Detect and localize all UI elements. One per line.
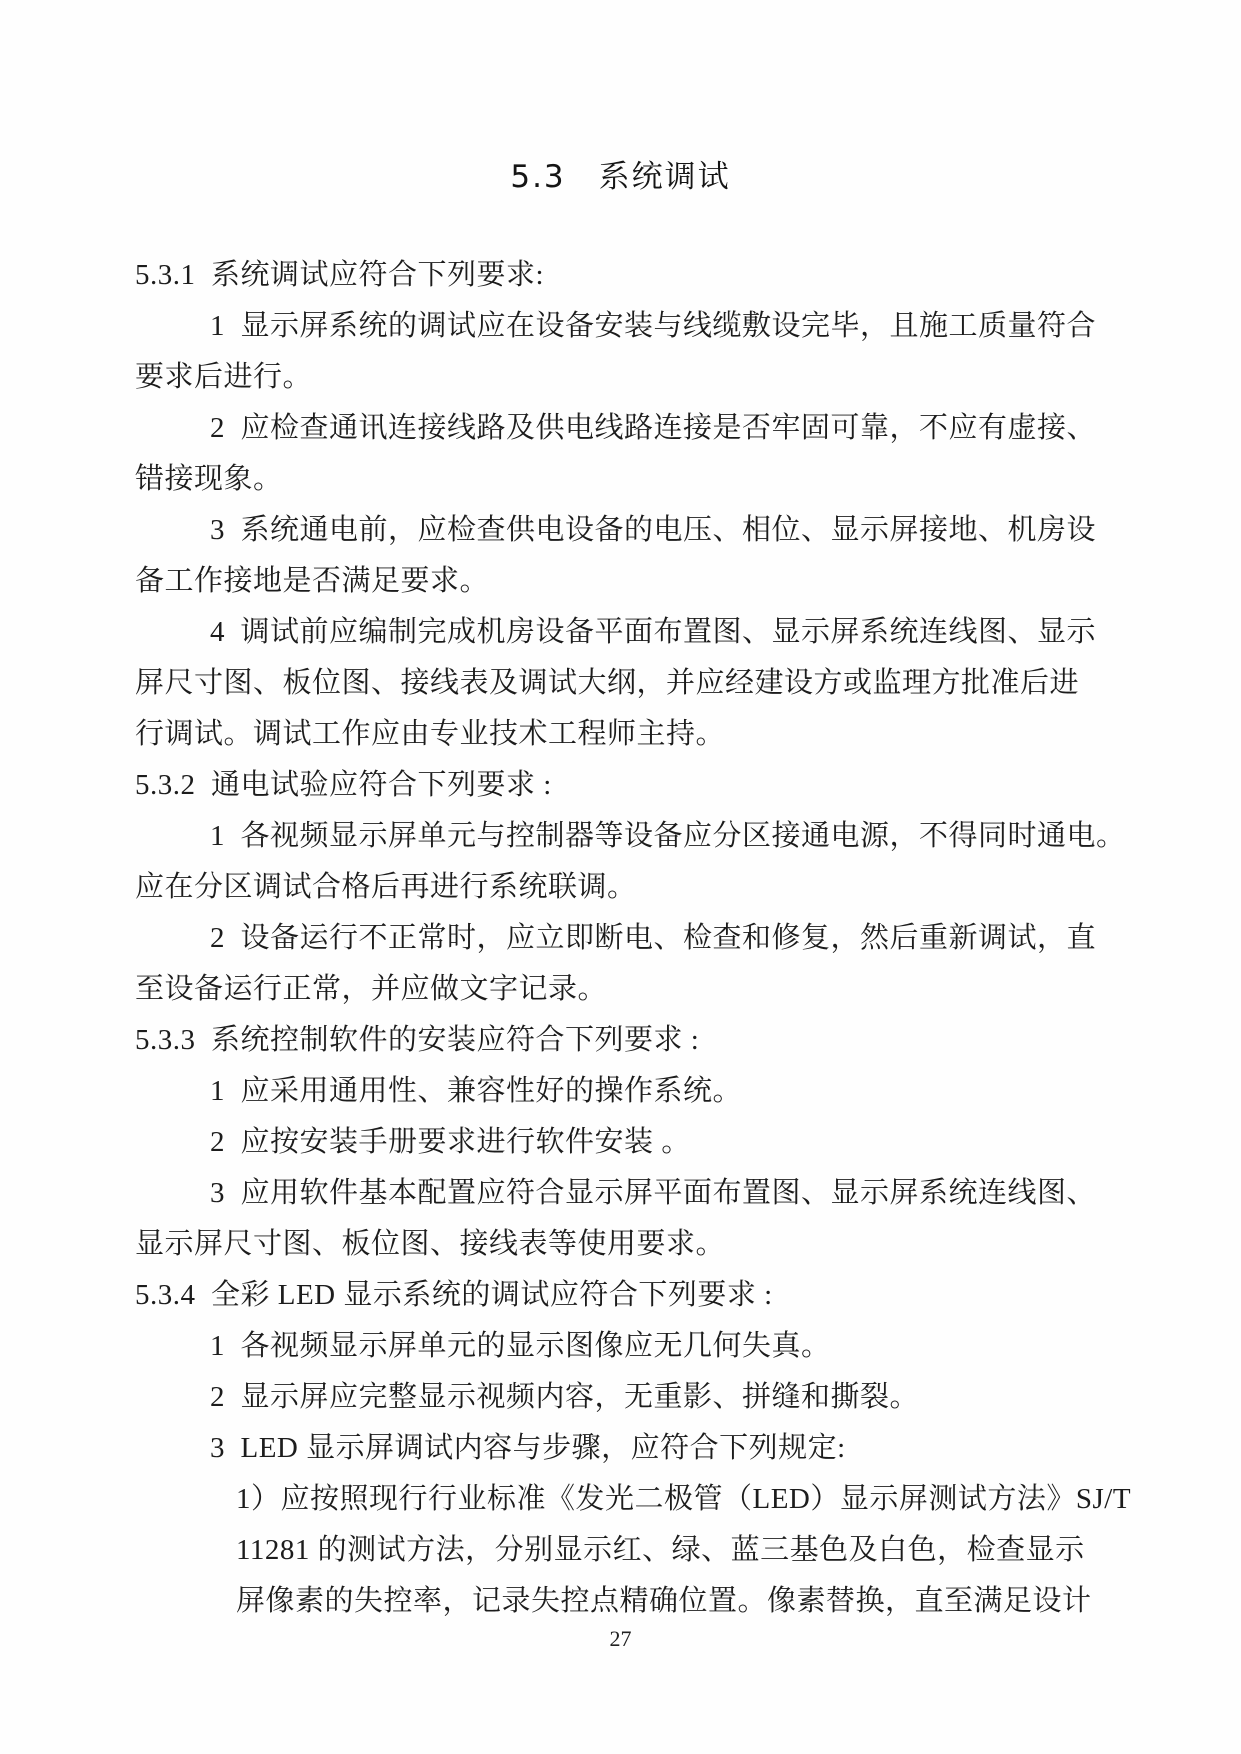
body-line: 要求后进行。 (135, 361, 313, 393)
body-line: 屏尺寸图、板位图、接线表及调试大纲，并应经建设方或监理方批准后进 (135, 667, 1080, 699)
body-line: 至设备运行正常，并应做文字记录。 (135, 973, 608, 1005)
body-line: 1 各视频显示屏单元与控制器等设备应分区接通电源，不得同时通电。 (210, 820, 1126, 852)
body-line: 11281 的测试方法，分别显示红、绿、蓝三基色及白色，检查显示 (236, 1534, 1085, 1566)
body-line: 备工作接地是否满足要求。 (135, 565, 490, 597)
body-line: 应在分区调试合格后再进行系统联调。 (135, 871, 637, 903)
body-line: 2 应按安装手册要求进行软件安装 。 (210, 1126, 691, 1158)
body-line: 1 显示屏系统的调试应在设备安装与线缆敷设完毕，且施工质量符合 (210, 310, 1097, 342)
body-line: 2 应检查通讯连接线路及供电线路连接是否牢固可靠，不应有虚接、 (210, 412, 1097, 444)
body-line: 5.3.3 系统控制软件的安装应符合下列要求 : (135, 1024, 700, 1056)
body-line: 屏像素的失控率，记录失控点精确位置。像素替换，直至满足设计 (236, 1585, 1092, 1617)
body-line: 显示屏尺寸图、板位图、接线表等使用要求。 (135, 1228, 726, 1260)
body-line: 错接现象。 (135, 463, 283, 495)
body-line: 行调试。调试工作应由专业技术工程师主持。 (135, 718, 726, 750)
body-line: 1 应采用通用性、兼容性好的操作系统。 (210, 1075, 743, 1107)
body-line: 3 应用软件基本配置应符合显示屏平面布置图、显示屏系统连线图、 (210, 1177, 1097, 1209)
body-line: 1 各视频显示屏单元的显示图像应无几何失真。 (210, 1330, 831, 1362)
body-line: 2 显示屏应完整显示视频内容，无重影、拼缝和撕裂。 (210, 1381, 920, 1413)
body-line: 5.3.4 全彩 LED 显示系统的调试应符合下列要求 : (135, 1279, 773, 1311)
section-title: 5.3 系统调试 (510, 159, 731, 195)
page-number: 27 (609, 1626, 632, 1651)
document-body (135, 250, 1132, 1627)
body-line: 2 设备运行不正常时，应立即断电、检查和修复，然后重新调试，直 (210, 922, 1097, 954)
body-line: 5.3.2 通电试验应符合下列要求 : (135, 769, 552, 801)
body-line: 1）应按照现行行业标准《发光二极管（LED）显示屏测试方法》SJ/T (236, 1483, 1132, 1515)
body-line: 4 调试前应编制完成机房设备平面布置图、显示屏系统连线图、显示 (210, 616, 1097, 648)
body-line: 3 LED 显示屏调试内容与步骤，应符合下列规定: (210, 1432, 846, 1464)
body-line: 5.3.1 系统调试应符合下列要求: (135, 259, 545, 291)
body-line: 3 系统通电前，应检查供电设备的电压、相位、显示屏接地、机房设 (210, 514, 1097, 546)
